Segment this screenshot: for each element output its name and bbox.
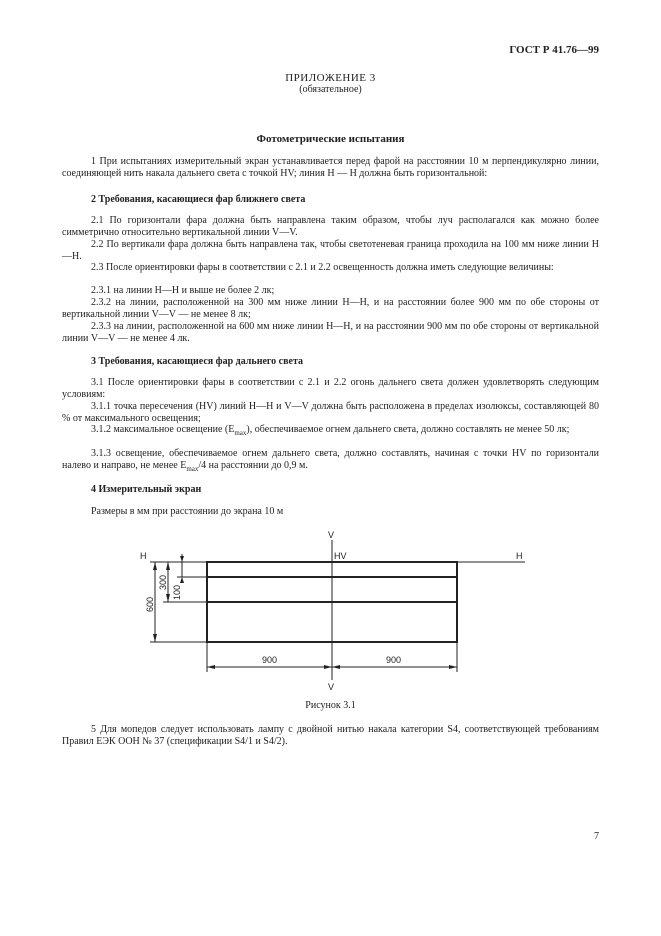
appendix-subtitle: (обязательное) (299, 84, 362, 95)
section-2-heading: 2 Требования, касающиеся фар ближнего света (91, 194, 306, 205)
paragraph-2-3-1: 2.3.1 на линии H—H и выше не более 2 лк; (91, 285, 275, 296)
section-4-heading: 4 Измерительный экран (91, 484, 202, 495)
paragraph-2-3-3: 2.3.3 на линии, расположенной на 600 мм ниже линии H—H, и на расстоянии 900 мм по обе стороны от вертикальной линии V—V — не менее 4 лк. (62, 321, 599, 344)
paragraph-2-1: 2.1 По горизонтали фара должна быть направлена таким образом, чтобы луч располагался как можно более симметрично относительно вертикальной линии V—V. (62, 215, 599, 238)
dim-label-900-right: 900 (386, 655, 402, 665)
document-code: ГОСТ Р 41.76—99 (509, 44, 599, 56)
page-number: 7 (594, 831, 599, 842)
label-hv: HV (334, 551, 347, 561)
label-v-top: V (328, 530, 335, 540)
paragraph-3-1-2: 3.1.2 максимальное освещение $(E_{max})$, обеспечиваемое огнем дальнего света, должно составлять не менее 50 лк; (91, 424, 570, 437)
appendix-title: ПРИЛОЖЕНИЕ 3 (285, 72, 376, 84)
section-3-heading: 3 Требования, касающиеся фар дальнего света (91, 356, 303, 367)
figure-caption: Рисунок 3.1 (305, 700, 356, 711)
paragraph-2-3: 2.3 После ориентировки фары в соответствии с 2.1 и 2.2 освещенность должна иметь следующие величины: (91, 262, 554, 273)
dim-label-600: 600 (145, 596, 155, 612)
paragraph-3-1-1: 3.1.1 точка пересечения (HV) линий H—H и V—V должна быть расположена в пределах изолюксы, составляющей 80 % от максимального освещения; (62, 401, 599, 424)
label-h-left: H (140, 551, 147, 561)
dimension-arrows (153, 556, 457, 669)
paragraph-3-1: 3.1 После ориентировки фары в соответствии с 2.1 и 2.2 огонь дальнего света должен удовлетворять следующим условиям: (62, 377, 599, 400)
paragraph-2-3-2: 2.3.2 на линии, расположенной на 300 мм ниже линии H—H, и на расстоянии более 900 мм по обе стороны от вертикальной линии V—V — не менее 8 лк; (62, 297, 599, 320)
dim-label-100: 100 (172, 584, 182, 600)
dimensions-note: Размеры в мм при расстоянии до экрана 10 м (91, 506, 284, 517)
main-title: Фотометрические испытания (256, 133, 405, 145)
dim-label-300: 300 (158, 574, 168, 590)
paragraph-1: 1 При испытаниях измерительный экран устанавливается перед фарой на расстоянии 10 м перпендикулярно линии, соединяющей нить накала дальнего света с точкой HV; линия H — H должна быть горизонтальной: (62, 156, 599, 179)
label-h-right: H (516, 551, 523, 561)
paragraph-3-1-3: 3.1.3 освещение, обеспечиваемое огнем дальнего света, должно составлять, начиная с точки HV по горизонтали налево и направо, не менее $E_{max}/4$ на расстоянии до 0,9 м. (62, 448, 599, 473)
label-v-bottom: V (328, 682, 335, 692)
paragraph-5: 5 Для мопедов следует использовать лампу с двойной нитью накала категории S4, соответствующей требованиям Правил ЕЭК ООН № 37 (спецификации S4/1 и S4/2). (62, 724, 599, 747)
dim-label-900-left: 900 (262, 655, 278, 665)
paragraph-2-2: 2.2 По вертикали фара должна быть направлена так, чтобы светотеневая граница проходила на 100 мм ниже линии H—H. (62, 239, 599, 262)
